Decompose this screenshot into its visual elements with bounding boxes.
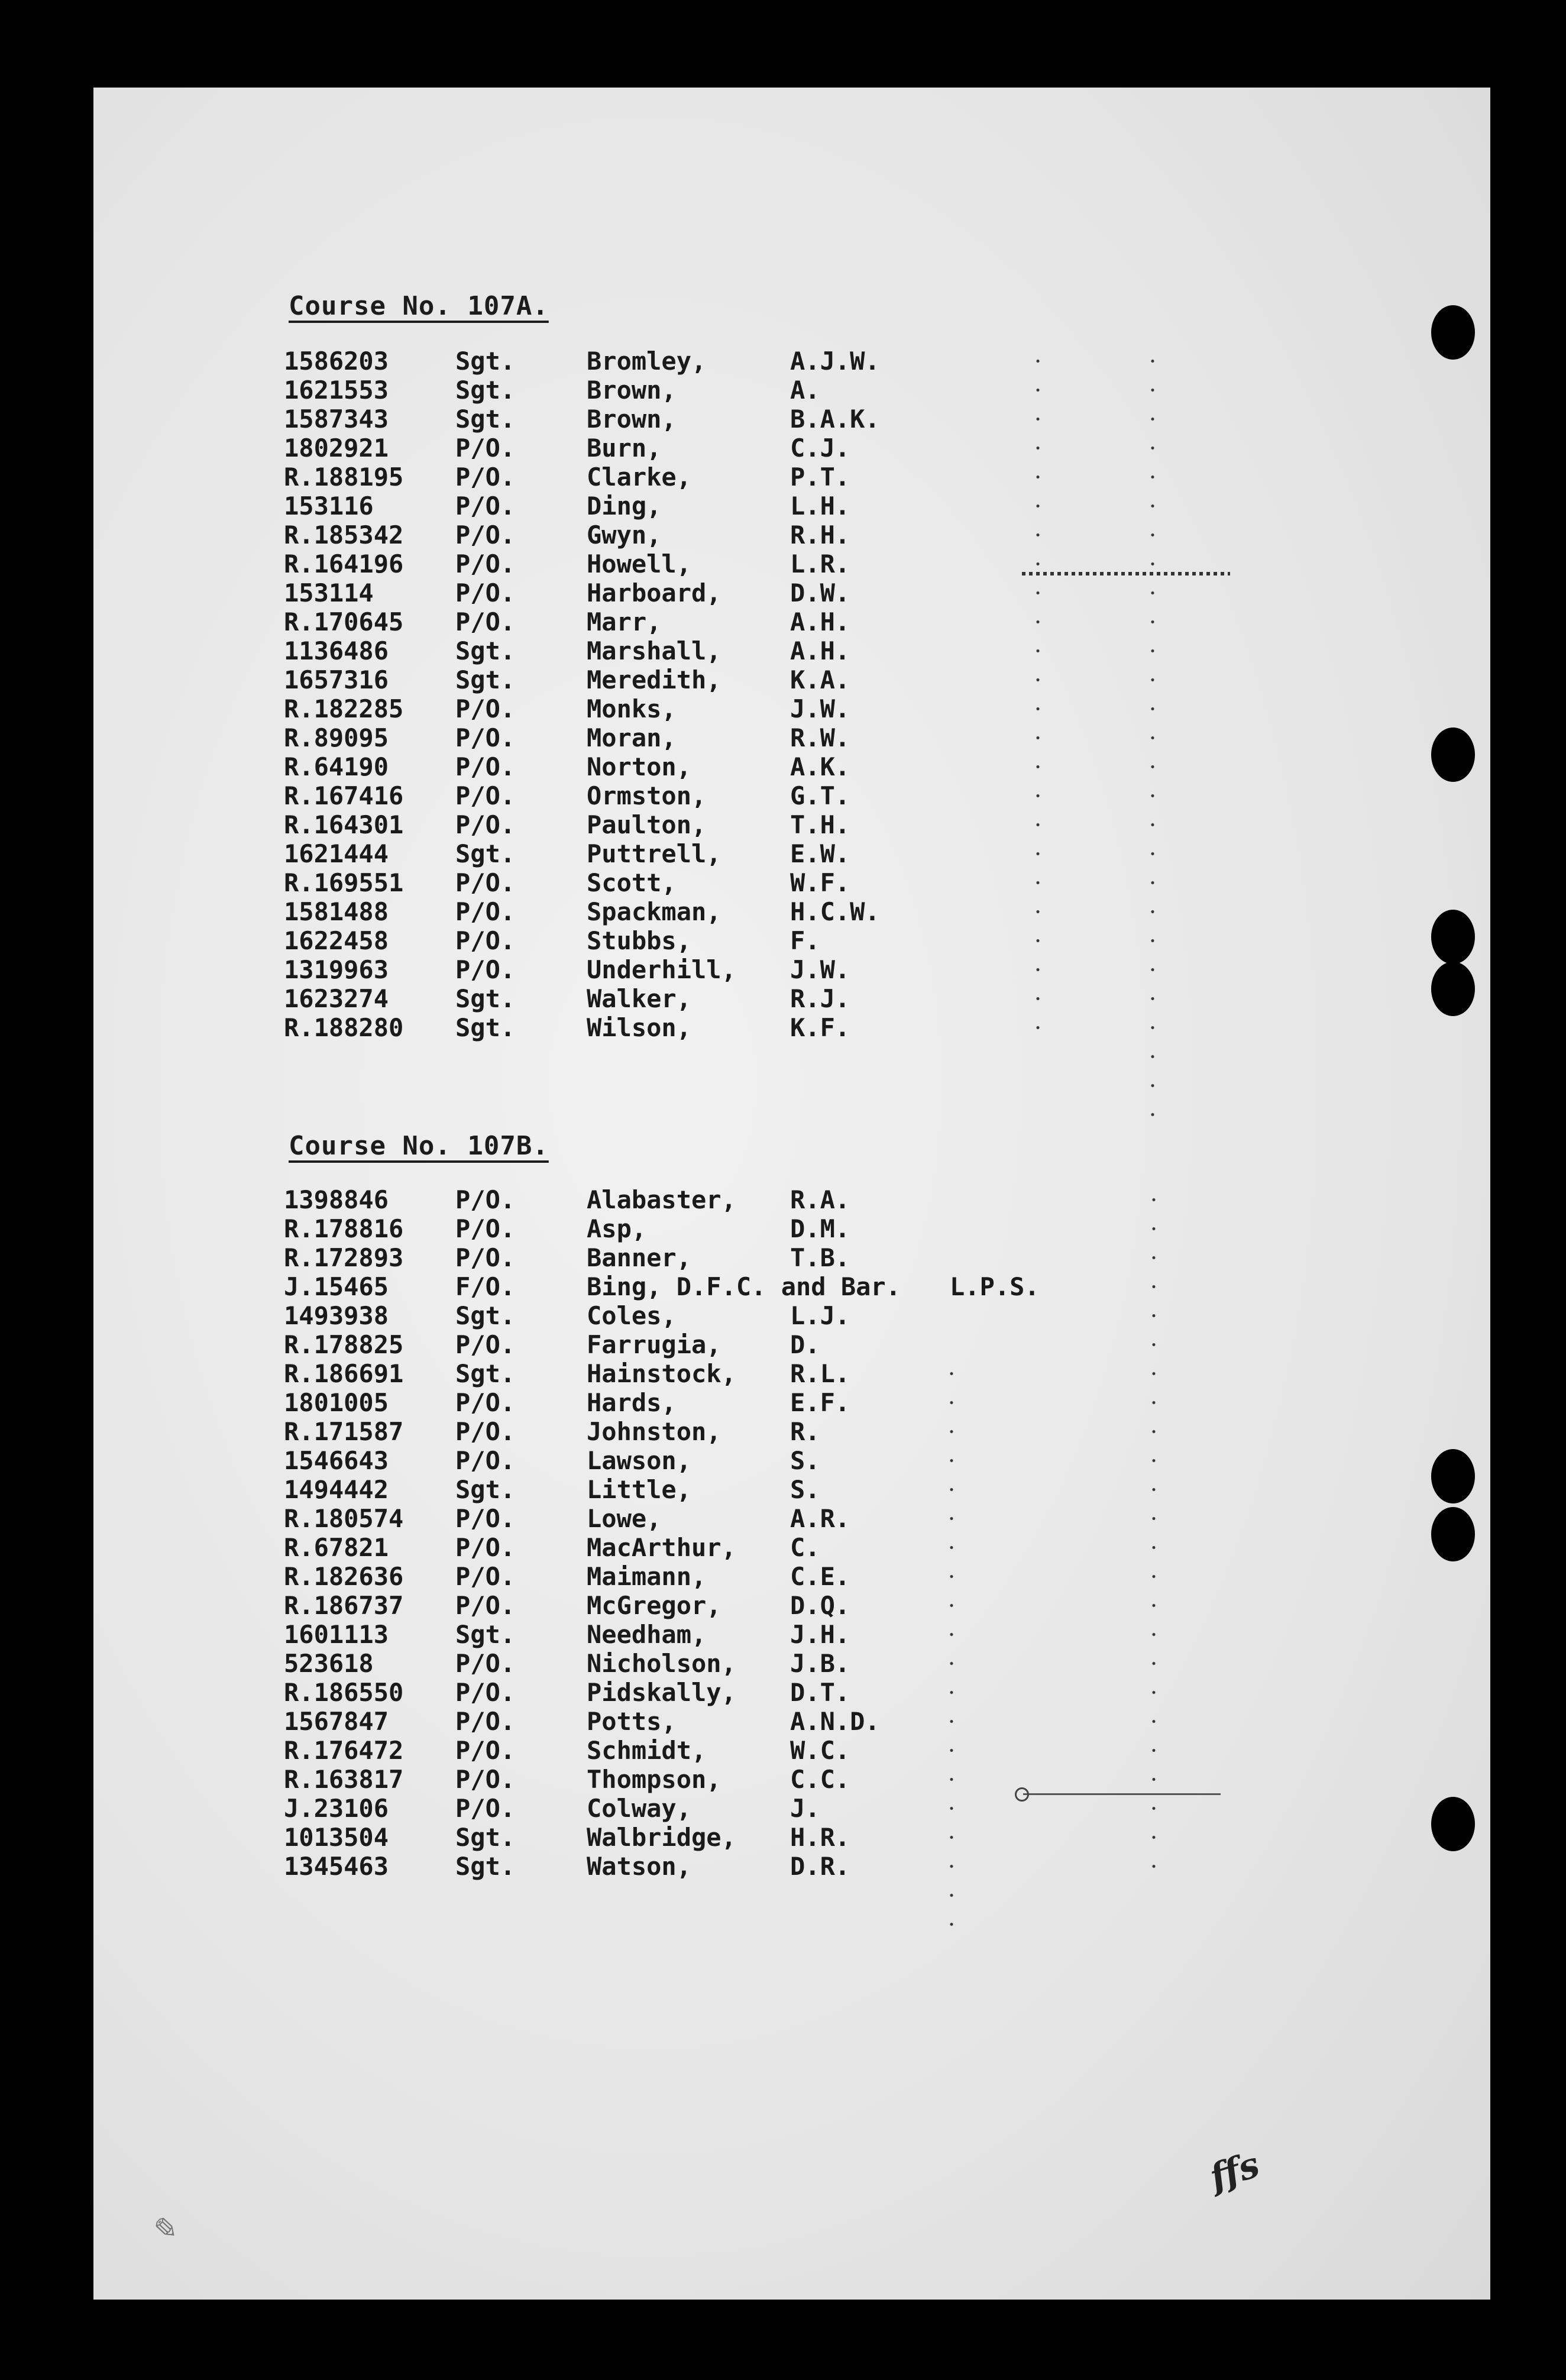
rank: P/O.	[455, 1736, 516, 1765]
initials: J.H.	[790, 1620, 850, 1649]
dotted-column-107b	[1152, 1185, 1156, 1881]
personnel-row	[93, 1823, 1490, 1852]
surname: Clarke,	[587, 463, 692, 491]
initials: D.W.	[790, 578, 850, 607]
service-number: 1567847	[284, 1707, 389, 1736]
pencil-line	[1023, 1793, 1221, 1795]
rank: P/O.	[455, 752, 516, 781]
surname: Moran,	[587, 723, 677, 752]
rank: Sgt.	[455, 376, 516, 405]
surname: Lowe,	[587, 1504, 662, 1533]
service-number: 1657316	[284, 665, 389, 694]
rank: P/O.	[455, 1504, 516, 1533]
rank: P/O.	[455, 781, 516, 810]
personnel-row	[93, 434, 1490, 463]
service-number: R.64190	[284, 752, 389, 781]
personnel-row	[93, 1736, 1490, 1765]
rank: Sgt.	[455, 1013, 516, 1042]
initials: C.E.	[790, 1562, 850, 1591]
personnel-row	[93, 1214, 1490, 1243]
personnel-row	[93, 984, 1490, 1013]
personnel-row	[93, 1359, 1490, 1388]
initials: T.B.	[790, 1243, 850, 1272]
personnel-row	[93, 1649, 1490, 1678]
service-number: 1587343	[284, 405, 389, 434]
surname: Watson,	[587, 1852, 692, 1881]
personnel-row	[93, 897, 1490, 926]
initials: L.J.	[790, 1301, 850, 1330]
surname: Maimann,	[587, 1562, 707, 1591]
initials: H.C.W.	[790, 897, 880, 926]
service-number: R.180574	[284, 1504, 404, 1533]
initials: E.W.	[790, 839, 850, 868]
dotted-column-107a	[1036, 347, 1040, 1042]
rank: Sgt.	[455, 1852, 516, 1881]
personnel-row	[93, 839, 1490, 868]
surname: Banner,	[587, 1243, 692, 1272]
service-number: J.23106	[284, 1794, 389, 1823]
service-number: 1601113	[284, 1620, 389, 1649]
service-number: R.182285	[284, 694, 404, 723]
service-number: R.67821	[284, 1533, 389, 1562]
personnel-row	[93, 810, 1490, 839]
surname: Walker,	[587, 984, 692, 1013]
personnel-row	[93, 1591, 1490, 1620]
service-number: R.164301	[284, 810, 404, 839]
service-number: R.167416	[284, 781, 404, 810]
initials: S.	[790, 1446, 820, 1475]
initials: A.J.W.	[790, 347, 880, 376]
surname: Hards,	[587, 1388, 677, 1417]
surname: MacArthur,	[587, 1533, 736, 1562]
service-number: 523618	[284, 1649, 374, 1678]
rank: P/O.	[455, 1678, 516, 1707]
personnel-row	[93, 1475, 1490, 1504]
initials: A.H.	[790, 607, 850, 636]
rank: P/O.	[455, 926, 516, 955]
rank: P/O.	[455, 1707, 516, 1736]
rank: P/O.	[455, 607, 516, 636]
surname: Wilson,	[587, 1013, 692, 1042]
service-number: 1622458	[284, 926, 389, 955]
service-number: R.170645	[284, 607, 404, 636]
surname: Needham,	[587, 1620, 707, 1649]
personnel-row	[93, 405, 1490, 434]
rank: Sgt.	[455, 839, 516, 868]
rank: Sgt.	[455, 636, 516, 665]
surname: Burn,	[587, 434, 662, 463]
initials: C.J.	[790, 434, 850, 463]
personnel-row	[93, 1533, 1490, 1562]
rank: P/O.	[455, 1214, 516, 1243]
surname: Schmidt,	[587, 1736, 707, 1765]
personnel-row	[93, 1446, 1490, 1475]
surname: Bromley,	[587, 347, 707, 376]
initials: K.A.	[790, 665, 850, 694]
faint-scrawl: ✎	[147, 2210, 179, 2250]
service-number: R.164196	[284, 549, 404, 578]
extra-note: L.P.S.	[950, 1272, 1040, 1301]
initials: P.T.	[790, 463, 850, 491]
surname: Asp,	[587, 1214, 647, 1243]
personnel-row	[93, 1852, 1490, 1881]
rank: Sgt.	[455, 405, 516, 434]
service-number: R.89095	[284, 723, 389, 752]
initials: J.W.	[790, 955, 850, 984]
rank: P/O.	[455, 578, 516, 607]
rank: P/O.	[455, 694, 516, 723]
personnel-row	[93, 752, 1490, 781]
personnel-row	[93, 347, 1490, 376]
surname: Ding,	[587, 491, 662, 520]
personnel-row	[93, 955, 1490, 984]
service-number: 1319963	[284, 955, 389, 984]
surname: Lawson,	[587, 1446, 692, 1475]
initials: L.H.	[790, 491, 850, 520]
service-number: 153114	[284, 578, 374, 607]
rank: Sgt.	[455, 1475, 516, 1504]
rank: P/O.	[455, 1765, 516, 1794]
service-number: 1621444	[284, 839, 389, 868]
document-page	[93, 88, 1490, 2300]
surname: Brown,	[587, 376, 677, 405]
service-number: R.186737	[284, 1591, 404, 1620]
surname: Howell,	[587, 549, 692, 578]
service-number: 1493938	[284, 1301, 389, 1330]
service-number: 1802921	[284, 434, 389, 463]
service-number: 1136486	[284, 636, 389, 665]
service-number: R.171587	[284, 1417, 404, 1446]
initials: E.F.	[790, 1388, 850, 1417]
personnel-row	[93, 781, 1490, 810]
initials: W.F.	[790, 868, 850, 897]
surname: Marshall,	[587, 636, 721, 665]
personnel-row	[93, 1620, 1490, 1649]
initials: D.M.	[790, 1214, 850, 1243]
surname: Little,	[587, 1475, 692, 1504]
personnel-row	[93, 1678, 1490, 1707]
initials: C.	[790, 1533, 820, 1562]
service-number: 153116	[284, 491, 374, 520]
service-number: 1801005	[284, 1388, 389, 1417]
personnel-row	[93, 520, 1490, 549]
handwritten-initials: ffs	[1205, 2143, 1265, 2199]
service-number: R.188195	[284, 463, 404, 491]
surname: Spackman,	[587, 897, 721, 926]
dotted-column-107a	[1151, 347, 1154, 1127]
service-number: 1013504	[284, 1823, 389, 1852]
surname: Ormston,	[587, 781, 707, 810]
personnel-row	[93, 1013, 1490, 1042]
surname: Norton,	[587, 752, 692, 781]
personnel-row	[93, 549, 1490, 578]
initials: R.J.	[790, 984, 850, 1013]
service-number: R.178825	[284, 1330, 404, 1359]
personnel-row	[93, 491, 1490, 520]
initials: J.	[790, 1794, 820, 1823]
surname: McGregor,	[587, 1591, 721, 1620]
rank: P/O.	[455, 1533, 516, 1562]
rank: P/O.	[455, 1243, 516, 1272]
initials: R.	[790, 1417, 820, 1446]
service-number: 1586203	[284, 347, 389, 376]
course-heading-107b: Course No. 107B.	[289, 1131, 549, 1161]
initials: D.Q.	[790, 1591, 850, 1620]
personnel-row	[93, 665, 1490, 694]
surname: Scott,	[587, 868, 677, 897]
rank: Sgt.	[455, 1823, 516, 1852]
rank: P/O.	[455, 1417, 516, 1446]
personnel-row	[93, 1272, 1490, 1301]
rank: P/O.	[455, 1185, 516, 1214]
personnel-row	[93, 1417, 1490, 1446]
rank: P/O.	[455, 1330, 516, 1359]
rank: Sgt.	[455, 984, 516, 1013]
initials: J.B.	[790, 1649, 850, 1678]
initials: S.	[790, 1475, 820, 1504]
surname: Brown,	[587, 405, 677, 434]
surname: Colway,	[587, 1794, 692, 1823]
course-heading-107a: Course No. 107A.	[289, 291, 549, 321]
surname: Farrugia,	[587, 1330, 721, 1359]
initials: D.T.	[790, 1678, 850, 1707]
rank: P/O.	[455, 897, 516, 926]
rank: Sgt.	[455, 347, 516, 376]
initials: J.W.	[790, 694, 850, 723]
initials: A.K.	[790, 752, 850, 781]
service-number: R.186691	[284, 1359, 404, 1388]
service-number: 1494442	[284, 1475, 389, 1504]
ring-mark	[1015, 1787, 1029, 1802]
personnel-row	[93, 1330, 1490, 1359]
service-number: R.176472	[284, 1736, 404, 1765]
surname: Bing, D.F.C. and Bar.	[587, 1272, 901, 1301]
rank: Sgt.	[455, 1301, 516, 1330]
surname: Walbridge,	[587, 1823, 736, 1852]
initials: G.T.	[790, 781, 850, 810]
personnel-row	[93, 1794, 1490, 1823]
rank: P/O.	[455, 520, 516, 549]
rank: Sgt.	[455, 665, 516, 694]
rank: P/O.	[455, 463, 516, 491]
initials: R.L.	[790, 1359, 850, 1388]
personnel-row	[93, 463, 1490, 491]
service-number: R.172893	[284, 1243, 404, 1272]
surname: Thompson,	[587, 1765, 721, 1794]
personnel-row	[93, 926, 1490, 955]
personnel-row	[93, 1388, 1490, 1417]
rank: Sgt.	[455, 1620, 516, 1649]
surname: Gwyn,	[587, 520, 662, 549]
initials: H.R.	[790, 1823, 850, 1852]
service-number: 1345463	[284, 1852, 389, 1881]
service-number: R.182636	[284, 1562, 404, 1591]
surname: Paulton,	[587, 810, 707, 839]
personnel-row	[93, 1243, 1490, 1272]
personnel-row	[93, 723, 1490, 752]
rank: P/O.	[455, 1562, 516, 1591]
personnel-row	[93, 636, 1490, 665]
dotted-column-107b	[950, 1359, 953, 1939]
initials: B.A.K.	[790, 405, 880, 434]
surname: Stubbs,	[587, 926, 692, 955]
service-number: 1546643	[284, 1446, 389, 1475]
initials: A.H.	[790, 636, 850, 665]
rank: P/O.	[455, 810, 516, 839]
surname: Nicholson,	[587, 1649, 736, 1678]
service-number: R.178816	[284, 1214, 404, 1243]
personnel-row	[93, 1301, 1490, 1330]
initials: R.W.	[790, 723, 850, 752]
service-number: R.186550	[284, 1678, 404, 1707]
surname: Underhill,	[587, 955, 736, 984]
rank: P/O.	[455, 1794, 516, 1823]
surname: Coles,	[587, 1301, 677, 1330]
initials: A.	[790, 376, 820, 405]
service-number: R.163817	[284, 1765, 404, 1794]
rank: P/O.	[455, 955, 516, 984]
personnel-row	[93, 1185, 1490, 1214]
initials: R.H.	[790, 520, 850, 549]
service-number: R.169551	[284, 868, 404, 897]
rank: F/O.	[455, 1272, 516, 1301]
surname: Johnston,	[587, 1417, 721, 1446]
service-number: R.188280	[284, 1013, 404, 1042]
service-number: 1621553	[284, 376, 389, 405]
dotted-rule	[1022, 572, 1230, 575]
initials: A.R.	[790, 1504, 850, 1533]
personnel-row	[93, 607, 1490, 636]
personnel-row	[93, 1562, 1490, 1591]
initials: D.R.	[790, 1852, 850, 1881]
initials: D.	[790, 1330, 820, 1359]
service-number: 1581488	[284, 897, 389, 926]
service-number: R.185342	[284, 520, 404, 549]
service-number: 1398846	[284, 1185, 389, 1214]
personnel-row	[93, 694, 1490, 723]
rank: P/O.	[455, 549, 516, 578]
surname: Harboard,	[587, 578, 721, 607]
initials: A.N.D.	[790, 1707, 880, 1736]
personnel-row	[93, 1765, 1490, 1794]
initials: F.	[790, 926, 820, 955]
surname: Hainstock,	[587, 1359, 736, 1388]
initials: K.F.	[790, 1013, 850, 1042]
rank: P/O.	[455, 434, 516, 463]
rank: P/O.	[455, 868, 516, 897]
rank: P/O.	[455, 723, 516, 752]
personnel-row	[93, 868, 1490, 897]
surname: Meredith,	[587, 665, 721, 694]
rank: Sgt.	[455, 1359, 516, 1388]
initials: C.C.	[790, 1765, 850, 1794]
service-number: 1623274	[284, 984, 389, 1013]
initials: R.A.	[790, 1185, 850, 1214]
surname: Potts,	[587, 1707, 677, 1736]
surname: Alabaster,	[587, 1185, 736, 1214]
rank: P/O.	[455, 1591, 516, 1620]
surname: Pidskally,	[587, 1678, 736, 1707]
personnel-row	[93, 376, 1490, 405]
surname: Marr,	[587, 607, 662, 636]
personnel-row	[93, 1707, 1490, 1736]
surname: Puttrell,	[587, 839, 721, 868]
initials: L.R.	[790, 549, 850, 578]
rank: P/O.	[455, 1649, 516, 1678]
service-number: J.15465	[284, 1272, 389, 1301]
rank: P/O.	[455, 491, 516, 520]
initials: W.C.	[790, 1736, 850, 1765]
personnel-row	[93, 1504, 1490, 1533]
rank: P/O.	[455, 1446, 516, 1475]
initials: T.H.	[790, 810, 850, 839]
surname: Monks,	[587, 694, 677, 723]
personnel-row	[93, 578, 1490, 607]
rank: P/O.	[455, 1388, 516, 1417]
